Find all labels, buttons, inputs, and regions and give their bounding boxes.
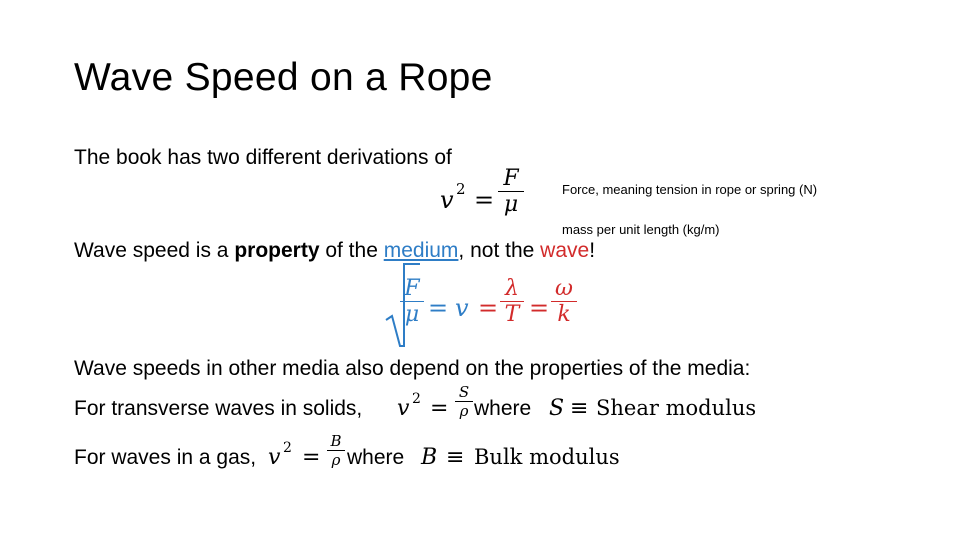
gas-modulus-name: Bulk modulus <box>474 445 620 469</box>
eq1-exponent: 2 <box>456 180 466 198</box>
statement-prefix: Wave speed is a <box>74 239 235 262</box>
eq2-numerator-lambda: λ <box>505 276 519 301</box>
derivations-text: The book has two different derivations of <box>74 146 452 169</box>
statement-mid: of the <box>319 239 384 262</box>
solids-equiv: ≡ <box>570 396 589 421</box>
gas-equiv: ≡ <box>446 445 465 470</box>
solids-modulus-name: Shear modulus <box>596 396 757 420</box>
eq2-numerator-f: F <box>404 276 420 301</box>
eq2-denominator-t: T <box>504 302 520 327</box>
eq2-numerator-omega: ω <box>555 276 573 301</box>
mass-note: mass per unit length (kg/m) <box>562 222 720 237</box>
gas-fraction <box>327 432 345 469</box>
eq1-equals: = <box>474 186 495 214</box>
solids-exponent: 2 <box>412 391 421 407</box>
solids-symbol: S <box>549 396 565 421</box>
solids-prefix: For transverse waves in solids, <box>74 397 363 420</box>
force-note: Force, meaning tension in rope or spring (N) <box>562 182 818 197</box>
wave-word: wave <box>540 239 590 262</box>
gas-prefix: For waves in a gas, <box>74 446 257 469</box>
eq2-denominator-k: k <box>557 302 571 327</box>
eq1-fraction <box>498 166 524 217</box>
solids-numerator: S <box>458 383 470 401</box>
eq1-numerator: F <box>503 166 519 191</box>
eq2-v: v <box>455 294 469 322</box>
gas-where: where <box>347 446 405 469</box>
eq2-denominator-mu: μ <box>404 302 420 327</box>
gas-numerator: B <box>330 432 342 450</box>
medium-link[interactable]: medium <box>383 239 459 262</box>
other-media-text: Wave speeds in other media also depend on the properties of the media: <box>74 357 751 380</box>
slide-title: Wave Speed on a Rope <box>74 56 493 99</box>
eq1-denominator: μ <box>503 192 519 217</box>
eq2-equals-a: = <box>428 294 449 322</box>
eq2-fraction-lambda-t <box>500 276 524 327</box>
gas-exponent: 2 <box>283 440 292 456</box>
eq2-equals-b: = <box>478 294 499 322</box>
eq1-lhs: v <box>440 186 454 214</box>
statement-end: ! <box>589 239 596 262</box>
gas-equals: = <box>302 445 321 470</box>
gas-symbol: B <box>421 445 438 470</box>
wave-speed-statement <box>74 239 595 263</box>
solids-where: where <box>474 397 532 420</box>
solids-equals: = <box>430 396 449 421</box>
gas-v: v <box>268 445 281 470</box>
solids-v: v <box>397 396 410 421</box>
solids-fraction <box>455 383 473 420</box>
gas-denominator: ρ <box>331 451 341 469</box>
statement-mid2: , not the <box>458 239 541 262</box>
eq2-equals-c: = <box>529 294 550 322</box>
eq2-fraction-omega-k <box>551 276 577 327</box>
solids-denominator: ρ <box>459 402 469 420</box>
eq2-fraction-f-mu <box>400 276 424 327</box>
property-word: property <box>234 239 320 262</box>
